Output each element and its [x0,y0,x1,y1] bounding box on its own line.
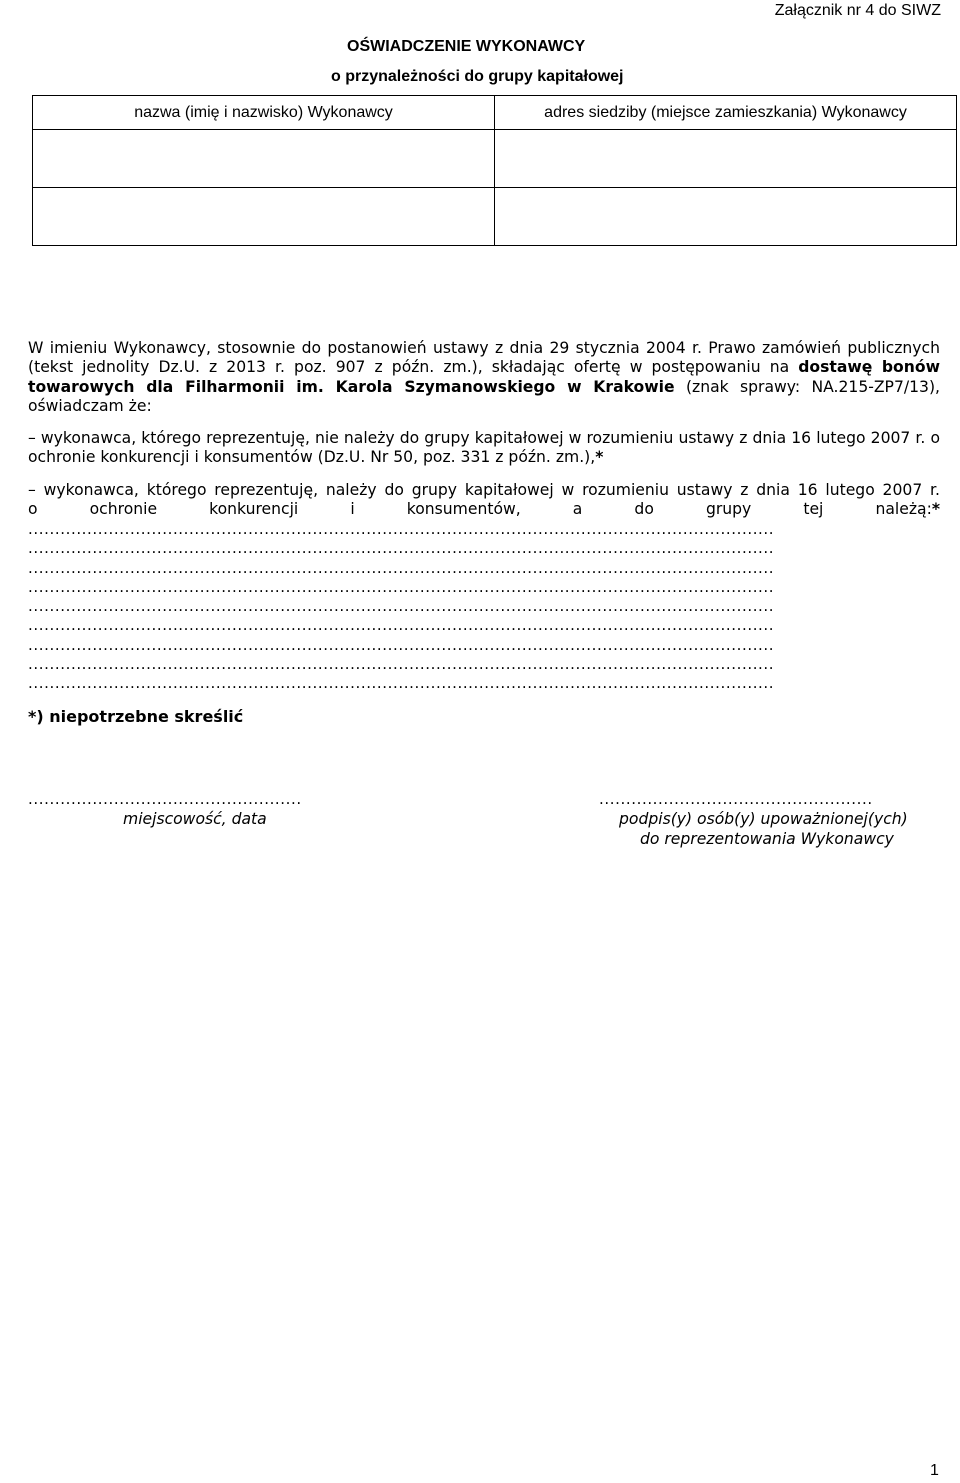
signature-field[interactable]: ................................................... [599,790,873,808]
page-number: 1 [930,1462,939,1479]
document-title: OŚWIADCZENIE WYKONAWCY [347,38,586,55]
footnote: *) niepotrzebne skreślić [28,707,244,726]
option2-line2-wrap [28,500,940,519]
contractor-name-field-2[interactable] [33,188,495,246]
contractor-address-header: adres siedziby (miejsce zamieszkania) Wykonawcy [495,96,957,130]
dotted-line[interactable]: ........................................................................................................................................... [28,597,775,616]
dotted-line[interactable]: ........................................................................................................................................... [28,520,775,538]
place-date-label: miejscowość, data [123,810,267,828]
contractor-address-field-1[interactable] [495,130,957,188]
option1-text: – wykonawca, którego reprezentuję, nie należy do grupy kapitałowej w rozumieniu ustawy z dnia 16 lutego 2007 r. o ochronie konkurencji i konsumentów (Dz.U. Nr 50, poz. 331 z późn. zm.), [28,429,940,467]
option2-line1: – wykonawca, którego reprezentuję, należy do grupy kapitałowej w rozumieniu ustawy z dnia 16 lutego 2007 r. [28,481,940,499]
intro-text-part2: (znak sprawy: NA.215-ZP7/13), oświadczam że: [28,377,941,416]
contractor-info-table [32,95,957,246]
intro-text-part1: W imieniu Wykonawcy, stosownie do postanowień ustawy z dnia 29 stycznia 2004 r. Prawo zamówień publicznych (tekst jednolity Dz.U. z 2013 r. poz. 907 z późn. zm.), składając ofertę w postępowaniu na [28,339,940,377]
option2-line2: o ochronie konkurencji i konsumentów, a do grupy tej należą: [28,500,932,519]
contractor-name-header: nazwa (imię i nazwisko) Wykonawcy [33,96,495,130]
signature-label-line1: podpis(y) osób(y) upoważnionej(ych) [619,810,908,828]
option-not-member [28,429,940,468]
option1-asterisk: * [595,448,604,467]
option-member [28,481,940,520]
dotted-line[interactable]: ........................................................................................................................................... [28,616,775,635]
dotted-line[interactable]: ........................................................................................................................................... [28,577,775,596]
group-members-lines [28,520,940,694]
dotted-line[interactable]: ........................................................................................................................................... [28,635,775,654]
signature-label-line2: do reprezentowania Wykonawcy [640,830,894,848]
annex-label: Załącznik nr 4 do SIWZ [774,2,941,19]
dotted-line[interactable]: ........................................................................................................................................... [28,674,775,693]
contractor-address-field-2[interactable] [495,188,957,246]
place-date-field[interactable]: ................................................... [28,790,302,808]
intro-paragraph [28,339,940,417]
option2-asterisk: * [931,500,940,519]
contractor-name-field-1[interactable] [33,130,495,188]
dotted-line[interactable]: ........................................................................................................................................... [28,539,775,558]
document-subtitle: o przynależności do grupy kapitałowej [331,68,624,85]
intro-text-bold: dostawę bonów towarowych dla Filharmonii im. Karola Szymanowskiego w Krakowie [28,358,940,396]
dotted-line[interactable]: ........................................................................................................................................... [28,558,775,577]
dotted-line[interactable]: ........................................................................................................................................... [28,655,775,674]
